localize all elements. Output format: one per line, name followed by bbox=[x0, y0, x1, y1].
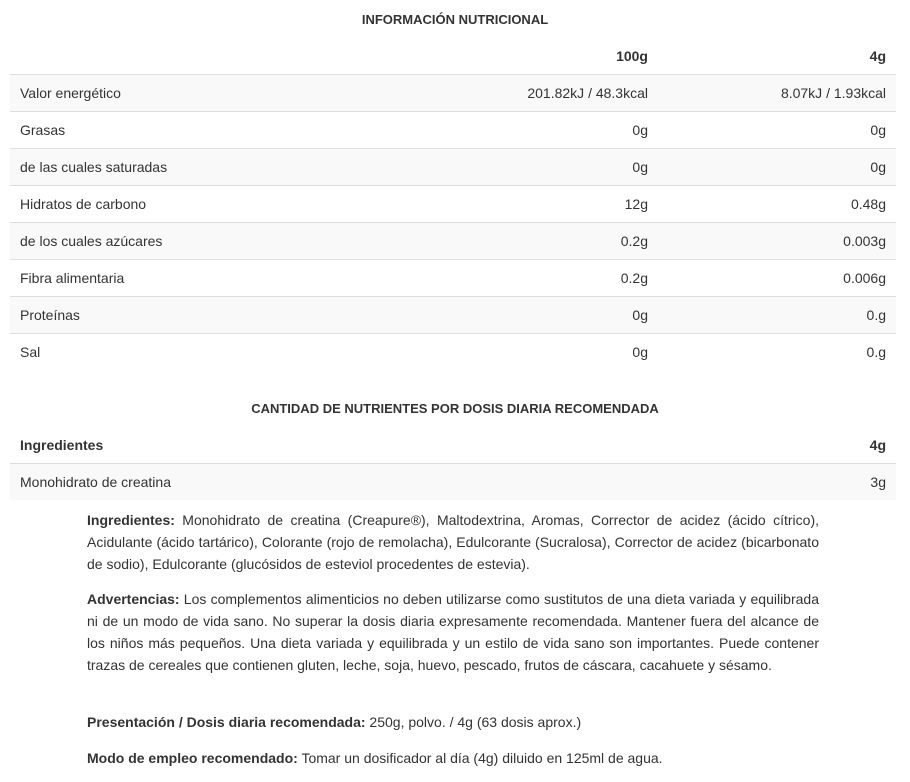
table-row bbox=[10, 186, 896, 223]
table-row bbox=[10, 223, 896, 260]
usage-label: Modo de empleo recomendado: bbox=[87, 750, 298, 766]
row-label: Fibra alimentaria bbox=[10, 260, 400, 297]
table-row bbox=[10, 297, 896, 334]
presentation-label: Presentación / Dosis diaria recomendada: bbox=[87, 714, 366, 730]
presentation-text: 250g, polvo. / 4g (63 dosis aprox.) bbox=[365, 714, 582, 730]
table-row bbox=[10, 260, 896, 297]
table-row bbox=[10, 464, 896, 501]
row-label: Hidratos de carbono bbox=[10, 186, 400, 223]
presentation-paragraph bbox=[87, 711, 819, 733]
dose-header-label: Ingredientes bbox=[10, 427, 400, 464]
dose-row-value: 3g bbox=[658, 464, 896, 501]
row-label: de los cuales azúcares bbox=[10, 223, 400, 260]
row-value-100g: 0g bbox=[400, 112, 658, 149]
ingredients-label: Ingredientes: bbox=[87, 512, 175, 528]
row-value-4g: 0g bbox=[658, 112, 896, 149]
dose-header-row bbox=[10, 427, 896, 464]
dose-header-empty bbox=[400, 427, 658, 464]
dose-table bbox=[10, 427, 896, 500]
row-label: Grasas bbox=[10, 112, 400, 149]
row-value-4g: 0.g bbox=[866, 344, 886, 360]
row-value-4g: 0g bbox=[658, 149, 896, 186]
row-value-100g: 0g bbox=[632, 344, 648, 360]
warnings-label: Advertencias: bbox=[87, 591, 180, 607]
table-row bbox=[10, 334, 896, 371]
usage-paragraph bbox=[87, 747, 819, 769]
table-row bbox=[10, 149, 896, 186]
row-label: de las cuales saturadas bbox=[10, 149, 400, 186]
row-value-100g: 0g bbox=[400, 297, 658, 334]
row-value-4g: 0.g bbox=[658, 297, 896, 334]
row-value-100g: 12g bbox=[400, 186, 658, 223]
dose-row-empty bbox=[400, 464, 658, 501]
ingredients-text: Monohidrato de creatina (Creapure®), Maltodextrina, Aromas, Corrector de acidez (ácido cítrico), Acidulante (ácido tartárico), Colorante (rojo de remolacha), Edulcorante (Sucralosa), Corrector de acidez (bicarbonato de sodio), Edulcorante (glucósidos de esteviol procedentes de estevia). bbox=[87, 512, 819, 572]
warnings-paragraph bbox=[87, 588, 819, 676]
row-value-100g: 0g bbox=[400, 149, 658, 186]
header-4g: 4g bbox=[658, 38, 896, 75]
header-100g: 100g bbox=[400, 38, 658, 75]
row-value-100g: 0.2g bbox=[400, 223, 658, 260]
row-value-4g: 0.006g bbox=[658, 260, 896, 297]
warnings-text: Los complementos alimenticios no deben utilizarse como sustitutos de una dieta variada y equilibrada ni de un modo de vida sano. No superar la dosis diaria expresamente recomendada. Mantener fuera del alcance de los niños más pequeños. Una dieta variada y equilibrada y un estilo de vida sano son importantes. Puede contener trazas de cereales que contienen gluten, leche, soja, huevo, pescado, frutos de cáscara, cacahuete y sésamo. bbox=[87, 591, 819, 673]
row-value-4g: 0.48g bbox=[658, 186, 896, 223]
table-row bbox=[10, 112, 896, 149]
row-value-100g: 201.82kJ / 48.3kcal bbox=[400, 75, 658, 112]
nutrition-title: INFORMACIÓN NUTRICIONAL bbox=[361, 12, 549, 27]
dose-row-label: Monohidrato de creatina bbox=[10, 464, 400, 501]
table-row bbox=[10, 75, 896, 112]
dose-header-value: 4g bbox=[658, 427, 896, 464]
nutrition-table bbox=[10, 38, 896, 370]
nutrition-header-row bbox=[10, 38, 896, 75]
row-label: Valor energético bbox=[10, 75, 400, 112]
row-value-4g: 0.003g bbox=[658, 223, 896, 260]
header-empty-cell bbox=[10, 38, 400, 75]
row-value-4g: 8.07kJ / 1.93kcal bbox=[658, 75, 896, 112]
row-label: Sal bbox=[20, 344, 41, 360]
usage-text: Tomar un dosificador al día (4g) diluido en 125ml de agua. bbox=[297, 750, 663, 766]
ingredients-paragraph bbox=[87, 509, 819, 575]
row-label: Proteínas bbox=[10, 297, 400, 334]
dose-title: CANTIDAD DE NUTRIENTES POR DOSIS DIARIA RECOMENDADA bbox=[251, 401, 659, 416]
row-value-100g: 0.2g bbox=[400, 260, 658, 297]
